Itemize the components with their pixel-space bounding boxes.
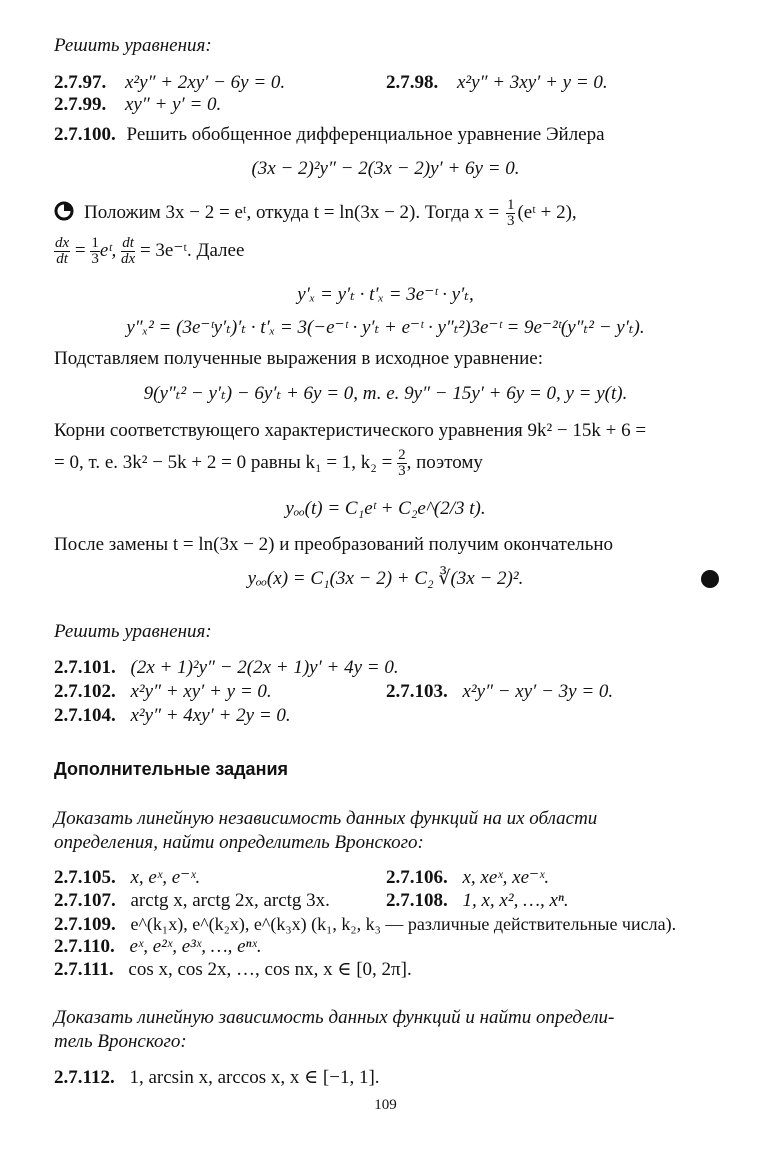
fraction-denominator: dx (121, 251, 136, 267)
problem-equation: cos x, cos 2x, …, cos nx, x ∈ [0, 2π]. (128, 959, 412, 980)
problem-2-7-100 (54, 123, 605, 147)
fraction-numerator: dt (122, 235, 134, 251)
solution-line-1 (84, 198, 577, 229)
fraction (90, 236, 100, 267)
solution-end-icon (700, 569, 720, 589)
task-instruction: определения, найти определитель Вронского: (54, 832, 424, 853)
problem-2-7-106 (386, 866, 549, 890)
problem-number: 2.7.110. (54, 936, 115, 957)
section-instruction: Решить уравнения: (54, 35, 212, 56)
problem-equation: x²y″ + 2xy′ − 6y = 0. (125, 72, 286, 93)
problem-number: 2.7.103. (386, 681, 448, 702)
problem-2-7-112 (54, 1066, 380, 1090)
problem-number: 2.7.108. (386, 890, 448, 911)
solution-text: = 3e⁻ᵗ. Далее (139, 239, 245, 261)
problem-equation: x, eˣ, e⁻ˣ. (130, 867, 201, 888)
display-equation: 9(y″ₜ² − y′ₜ) − 6y′ₜ + 6y = 0, т. е. 9y″ − 15y′ + 6y = 0, y = y(t). (143, 383, 628, 404)
problem-number: 2.7.111. (54, 959, 114, 980)
problem-2-7-107 (54, 889, 330, 913)
solution-text: , поэтому (406, 451, 483, 473)
problem-number: 2.7.100. (54, 124, 116, 145)
fraction-numerator: 2 (398, 447, 406, 463)
problem-2-7-97 (54, 71, 285, 95)
fraction (397, 448, 407, 479)
problem-equation: x²y″ + 3xy′ + y = 0. (457, 72, 608, 93)
problem-number: 2.7.104. (54, 705, 116, 726)
problem-2-7-104 (54, 704, 291, 728)
solution-start-icon (54, 201, 74, 221)
problem-2-7-102 (54, 680, 272, 704)
section-title: Дополнительные задания (54, 759, 289, 779)
fraction-denominator: 3 (91, 251, 99, 267)
problem-equation: 1, arcsin x, arccos x, x ∈ [−1, 1]. (129, 1067, 380, 1088)
task-instruction: тель Вронского: (54, 1031, 187, 1052)
problem-number: 2.7.106. (386, 867, 448, 888)
fraction-denominator: 3 (398, 463, 406, 479)
problem-equation: x²y″ − xy′ − 3y = 0. (462, 681, 614, 702)
problem-equation: e^(k₁x), e^(k₂x), e^(k₃x) (k₁, k₂, k₃ — различные действительные числа). (130, 914, 677, 934)
problem-equation: x, xeˣ, xe⁻ˣ. (462, 867, 550, 888)
problem-2-7-110 (54, 935, 262, 959)
paragraph: Подставляем полученные выражения в исходное уравнение: (54, 348, 543, 369)
solution-text: Положим 3x − 2 = eᵗ, откуда t = ln(3x − 2). Тогда x = (84, 201, 504, 223)
display-equation: yₒₒ(x) = C₁(3x − 2) + C₂ ∛(3x − 2)². (247, 568, 524, 589)
fraction (121, 236, 135, 267)
display-equation: yₒₒ(t) = C₁eᵗ + C₂e^(2/3 t). (285, 498, 486, 519)
problem-text: Решить обобщенное дифференциальное уравнение Эйлера (126, 124, 605, 145)
display-equation: y′ₓ = y′ₜ · t′ₓ = 3e⁻ᵗ · y′ₜ, (297, 284, 474, 305)
problem-equation: eˣ, e²ˣ, e³ˣ, …, eⁿˣ. (129, 936, 262, 957)
section-instruction: Решить уравнения: (54, 621, 212, 642)
problem-number: 2.7.109. (54, 914, 116, 935)
problem-2-7-98 (386, 71, 608, 95)
solution-text: (eᵗ + 2), (517, 201, 577, 223)
problem-2-7-99 (54, 93, 221, 117)
fraction (506, 198, 516, 229)
display-equation: (3x − 2)²y″ − 2(3x − 2)y′ + 6y = 0. (251, 158, 520, 179)
problem-number: 2.7.98. (386, 72, 439, 93)
problem-number: 2.7.105. (54, 867, 116, 888)
fraction (54, 236, 70, 267)
fraction-numerator: 1 (91, 235, 99, 251)
task-instruction: Доказать линейную зависимость данных функций и найти определи- (54, 1007, 615, 1028)
problem-number: 2.7.99. (54, 94, 107, 115)
problem-2-7-101 (54, 656, 399, 680)
problem-number: 2.7.107. (54, 890, 116, 911)
paragraph (54, 448, 483, 479)
fraction-numerator: 1 (506, 197, 515, 213)
problem-2-7-103 (386, 680, 613, 704)
problem-2-7-105 (54, 866, 200, 890)
paragraph: Корни соответствующего характеристического уравнения 9k² − 15k + 6 = (54, 420, 647, 441)
problem-equation: x²y″ + xy′ + y = 0. (130, 681, 272, 702)
problem-number: 2.7.112. (54, 1067, 115, 1088)
problem-equation: xy″ + y′ = 0. (125, 94, 222, 115)
fraction-denominator: 3 (506, 213, 515, 229)
task-instruction: Доказать линейную независимость данных функций на их области (54, 808, 598, 829)
display-equation: y″ₓ² = (3e⁻ᵗy′ₜ)′ₜ · t′ₓ = 3(−e⁻ᵗ · y′ₜ + e⁻ᵗ · y″ₜ²)3e⁻ᵗ = 9e⁻²ᵗ(y″ₜ² − y′ₜ). (126, 317, 645, 338)
problem-equation: arctg x, arctg 2x, arctg 3x. (130, 890, 330, 911)
problem-2-7-109 (54, 912, 676, 937)
problem-number: 2.7.102. (54, 681, 116, 702)
problem-equation: x²y″ + 4xy′ + 2y = 0. (130, 705, 291, 726)
problem-2-7-111 (54, 958, 412, 982)
solution-text: eᵗ, (99, 239, 117, 261)
problem-2-7-108 (386, 889, 569, 913)
paragraph: После замены t = ln(3x − 2) и преобразований получим окончательно (54, 534, 614, 555)
solution-line-2 (54, 236, 244, 267)
problem-equation: (2x + 1)²y″ − 2(2x + 1)y′ + 4y = 0. (130, 657, 399, 678)
problem-number: 2.7.101. (54, 657, 116, 678)
problem-number: 2.7.97. (54, 72, 107, 93)
page-number: 109 (374, 1097, 397, 1113)
solution-text: = 0, т. е. 3k² − 5k + 2 = 0 равны k₁ = 1, k₂ = (54, 451, 393, 473)
fraction-numerator: dx (55, 235, 70, 251)
fraction-denominator: dt (56, 251, 68, 267)
solution-text: = (74, 239, 86, 261)
problem-equation: 1, x, x², …, xⁿ. (462, 890, 569, 911)
